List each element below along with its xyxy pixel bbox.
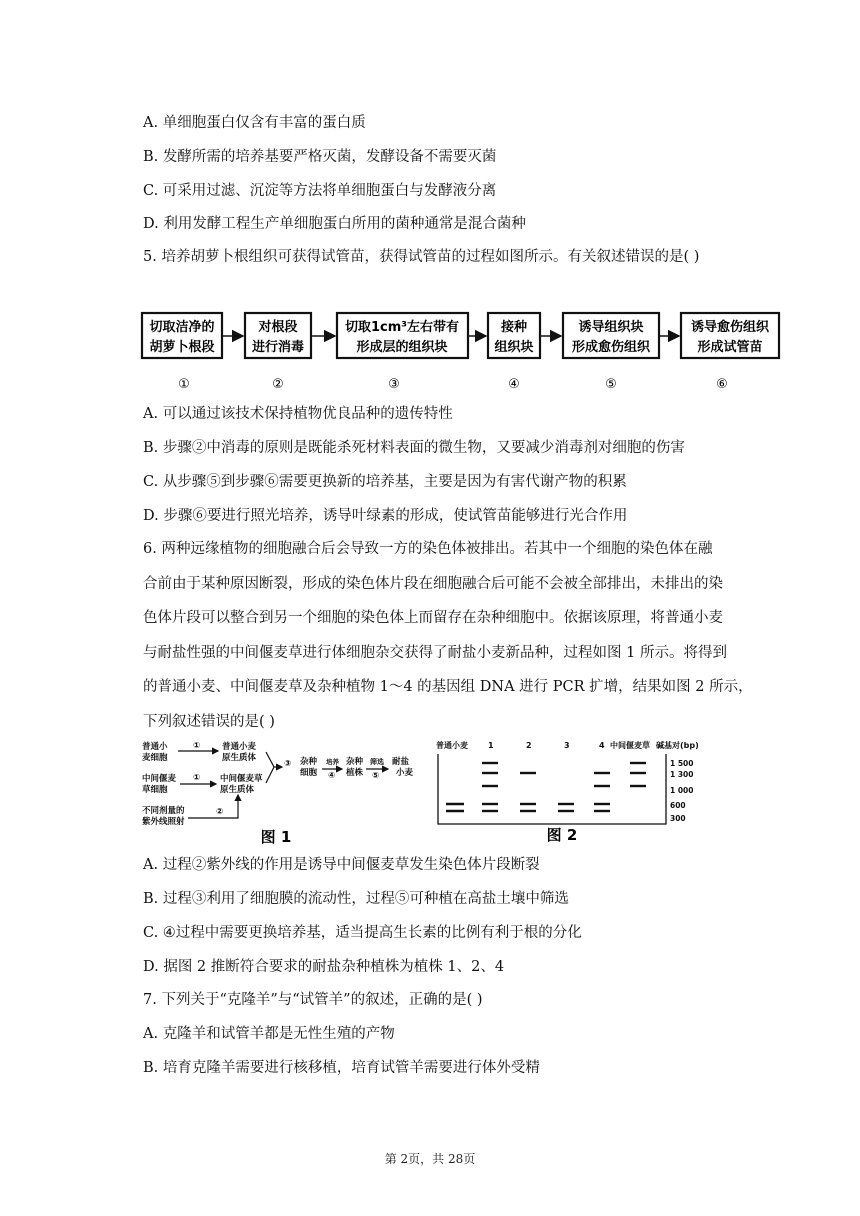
fig2-header-grass: 中间偃麦草: [610, 741, 650, 750]
flow-step-2-line2: 进行消毒: [251, 340, 305, 355]
fig2-ladder-1500: 1 500: [670, 759, 694, 768]
fig1-uv-b: 紫外线照射: [142, 817, 185, 827]
fig1-uv-a: 不同剂量的: [142, 806, 185, 816]
fig1-grass-protoplast-a: 中间偃麦草: [220, 774, 263, 784]
q4-option-b: B. 发酵所需的培养基要严格灭菌，发酵设备不需要灭菌: [143, 149, 497, 165]
q4-option-a: A. 单细胞蛋白仅含有丰富的蛋白质: [143, 115, 366, 131]
fig1-step1-number: ①: [193, 741, 201, 751]
fig1-step5-number: ⑤: [372, 771, 380, 781]
flow-step-2-number: ②: [272, 377, 284, 392]
flow-step-5-line2: 形成愈伤组织: [571, 340, 651, 355]
q7-option-a: A. 克隆羊和试管羊都是无性生殖的产物: [143, 1026, 395, 1042]
q6-stem: [143, 532, 765, 739]
fig2-bands: [446, 763, 646, 811]
fig1-selection-label: 筛选: [370, 758, 384, 766]
flow-step-4-number: ④: [508, 377, 520, 392]
flow-step-3: [337, 313, 468, 392]
fig1-step1b-number: ①: [193, 773, 201, 783]
flow-step-1: [142, 313, 222, 392]
fig1-grass-protoplast-b: 原生质体: [220, 785, 255, 795]
q5-option-c: C. 从步骤⑤到步骤⑥需要更换新的培养基，主要是因为有害代谢产物的积累: [143, 474, 627, 490]
fig1-wheat-protoplast-b: 原生质体: [222, 753, 257, 763]
q6-stem-line: 色体片段可以整合到另一个细胞的染色体上而留存在杂种细胞中。依据该原理，将普通小麦: [143, 610, 723, 626]
fig2-lane-2: 2: [526, 741, 532, 750]
flow-step-5-number: ⑤: [605, 377, 617, 392]
q5-flowchart: [0, 0, 860, 400]
q6-option-b: B. 过程③利用了细胞膜的流动性，过程⑤可种植在高盐土壤中筛选: [143, 891, 569, 907]
flow-step-4: [488, 313, 540, 392]
flow-step-1-line2: 胡萝卜根段: [149, 340, 215, 355]
fig1-wheat-protoplast-a: 普通小麦: [222, 742, 257, 752]
fig2-caption: 图 2: [546, 826, 578, 844]
q6-stem-line: 的普通小麦、中间偃麦草及杂种植物 1～4 的基因组 DNA 进行 PCR 扩增，结果如图 2 所示，: [143, 679, 753, 695]
fig2-gel-frame: [438, 754, 666, 824]
flow-step-3-line1: 切取1cm³左右带有: [345, 320, 459, 335]
q6-option-c: C. ④过程中需要更换培养基，适当提高生长素的比例有利于根的分化: [143, 925, 582, 941]
fig2-ladder-1300: 1 300: [670, 770, 694, 779]
q6-stem-line: 6. 两种远缘植物的细胞融合后会导致一方的染色体被排出。若其中一个细胞的染色体在融: [143, 541, 713, 557]
flow-step-2: [245, 313, 311, 392]
q6-stem-line: 合前由于某种原因断裂，形成的染色体片段在细胞融合后可能不会被全部排出，未排出的染: [143, 575, 723, 592]
flow-step-1-line1: 切取洁净的: [149, 320, 215, 335]
page-footer: 第 2页，共 28页: [384, 1152, 476, 1166]
fig1-culture-label: 培养: [326, 758, 339, 766]
q4-option-c: C. 可采用过滤、沉淀等方法将单细胞蛋白与发酵液分离: [143, 183, 497, 199]
flow-step-5-line1: 诱导组织块: [578, 320, 644, 335]
flow-step-6-line1: 诱导愈伤组织: [690, 320, 770, 335]
q5-option-d: D. 步骤⑥要进行照光培养，诱导叶绿素的形成，使试管苗能够进行光合作用: [143, 508, 628, 524]
fig2-ladder-1000: 1 000: [670, 786, 694, 795]
q5-stem: 5. 培养胡萝卜根组织可获得试管苗，获得试管苗的过程如图所示。有关叙述错误的是( ): [143, 249, 700, 265]
fig1-step3-number: ③: [284, 759, 292, 769]
flow-step-1-number: ①: [178, 377, 190, 392]
fig1-hybrid-plant-b: 植株: [346, 768, 364, 778]
q7-option-b: B. 培育克隆羊需要进行核移植，培育试管羊需要进行体外受精: [143, 1060, 540, 1076]
fig1-wheat-cell-a: 普通小: [142, 742, 168, 752]
fig2-ladder-600: 600: [670, 801, 686, 810]
flow-step-6-line2: 形成试管苗: [697, 340, 763, 355]
flow-step-5: [563, 313, 659, 392]
fig2-header-wheat: 普通小麦: [436, 741, 468, 750]
q5-option-a: A. 可以通过该技术保持植物优良品种的遗传特性: [143, 406, 453, 422]
fig1-caption: 图 1: [260, 828, 292, 846]
q6-option-d: D. 据图 2 推断符合要求的耐盐杂种植株为植株 1、2、4: [143, 959, 505, 975]
fig2-ladder-300: 300: [670, 814, 686, 823]
fig1-salt-wheat-a: 耐盐: [392, 757, 410, 767]
fig1-step4-number: ④: [328, 771, 336, 781]
flow-step-6: [681, 313, 779, 392]
fig1-grass-cell-a: 中间偃麦: [142, 774, 177, 784]
fig1-salt-wheat-b: 小麦: [396, 768, 414, 778]
fig2-lane-3: 3: [564, 741, 570, 750]
fig2-lane-1: 1: [488, 741, 494, 750]
figure-1-diagram: [138, 736, 428, 848]
flow-step-4-line1: 接种: [500, 320, 528, 335]
fig1-hybrid-cell-a: 杂种: [300, 757, 318, 767]
flow-step-3-line2: 形成层的组织块: [356, 340, 448, 355]
figure-2-gel: [434, 736, 734, 848]
flow-step-3-number: ③: [388, 377, 400, 392]
fig1-wheat-cell-b: 麦细胞: [142, 753, 168, 763]
q6-option-a: A. 过程②紫外线的作用是诱导中间偃麦草发生染色体片段断裂: [143, 857, 540, 873]
flow-step-4-line2: 组织块: [494, 340, 534, 355]
fig1-grass-cell-b: 草细胞: [142, 785, 168, 795]
q4-option-d: D. 利用发酵工程生产单细胞蛋白所用的菌种通常是混合菌种: [143, 216, 526, 232]
q7-stem: 7. 下列关于“克隆羊”与“试管羊”的叙述，正确的是( ): [143, 992, 483, 1008]
q6-stem-line: 与耐盐性强的中间偃麦草进行体细胞杂交获得了耐盐小麦新品种，过程如图 1 所示。将得到: [143, 644, 727, 661]
fig1-hybrid-plant-a: 杂种: [346, 757, 364, 767]
fig1-step2-number: ②: [216, 807, 224, 817]
flow-step-2-line1: 对根段: [258, 320, 298, 335]
flow-step-6-number: ⑥: [716, 377, 728, 392]
fig1-hybrid-cell-b: 细胞: [300, 768, 318, 778]
fig2-header-bp: 碱基对(bp): [656, 741, 699, 750]
q6-stem-line: 下列叙述错误的是( ): [143, 713, 275, 730]
fig2-lane-4: 4: [599, 741, 605, 750]
q5-option-b: B. 步骤②中消毒的原则是既能杀死材料表面的微生物，又要减少消毒剂对细胞的伤害: [143, 440, 685, 456]
